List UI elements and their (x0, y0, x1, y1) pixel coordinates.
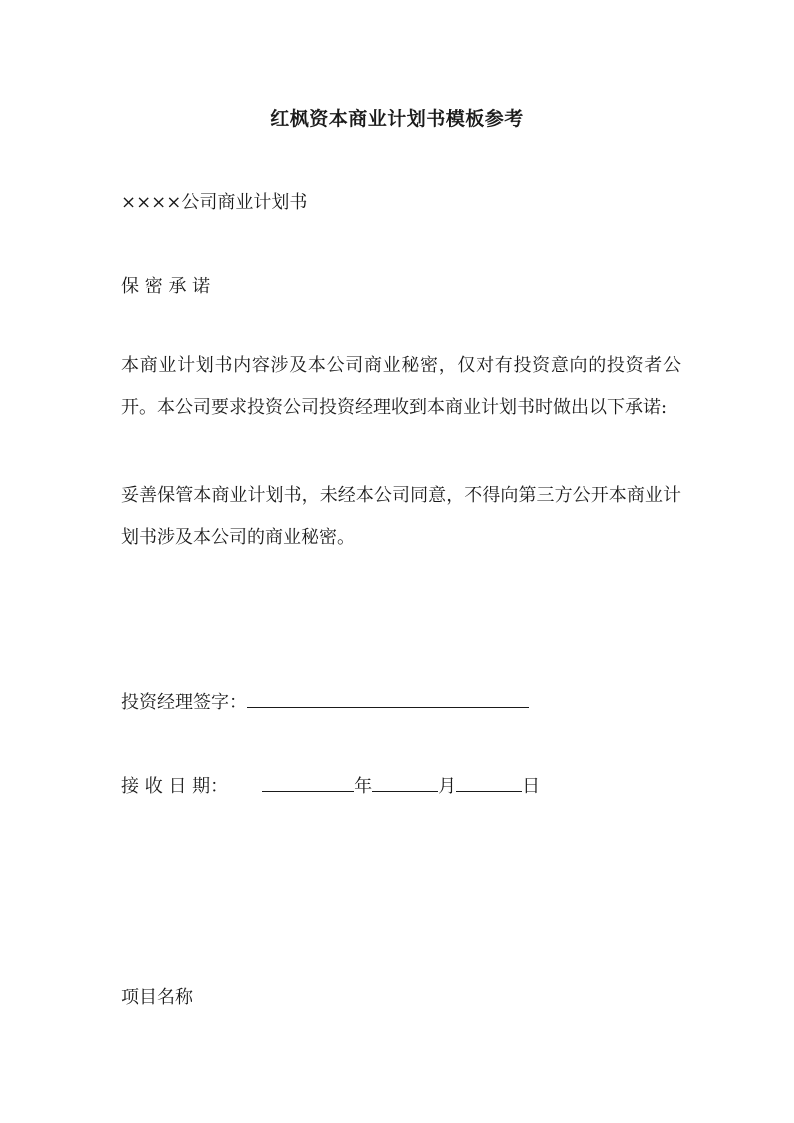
confidentiality-paragraph-1: 本商业计划书内容涉及本公司商业秘密，仅对有投资意向的投资者公开。本公司要求投资公司投资经理收到本商业计划书时做出以下承诺: (121, 355, 681, 418)
year-blank[interactable] (262, 773, 354, 792)
signature-label: 投资经理签字： (121, 692, 247, 713)
confidentiality-paragraph-2: 妥善保管本商业计划书，未经本公司同意，不得向第三方公开本商业计划书涉及本公司的商业秘密。 (121, 485, 681, 548)
company-heading: ××××公司商业计划书 (121, 192, 308, 213)
date-label: 接 收 日 期： (121, 776, 229, 797)
month-blank[interactable] (372, 773, 438, 792)
year-label: 年 (354, 776, 373, 797)
day-label: 日 (522, 776, 541, 797)
signature-row (121, 688, 529, 714)
signature-blank[interactable] (247, 689, 529, 708)
month-label: 月 (438, 776, 457, 797)
confidentiality-heading: 保 密 承 诺 (121, 276, 211, 297)
date-row (121, 772, 540, 798)
document-title: 红枫资本商业计划书模板参考 (270, 108, 524, 130)
day-blank[interactable] (456, 773, 522, 792)
project-name-label: 项目名称 (121, 987, 193, 1008)
